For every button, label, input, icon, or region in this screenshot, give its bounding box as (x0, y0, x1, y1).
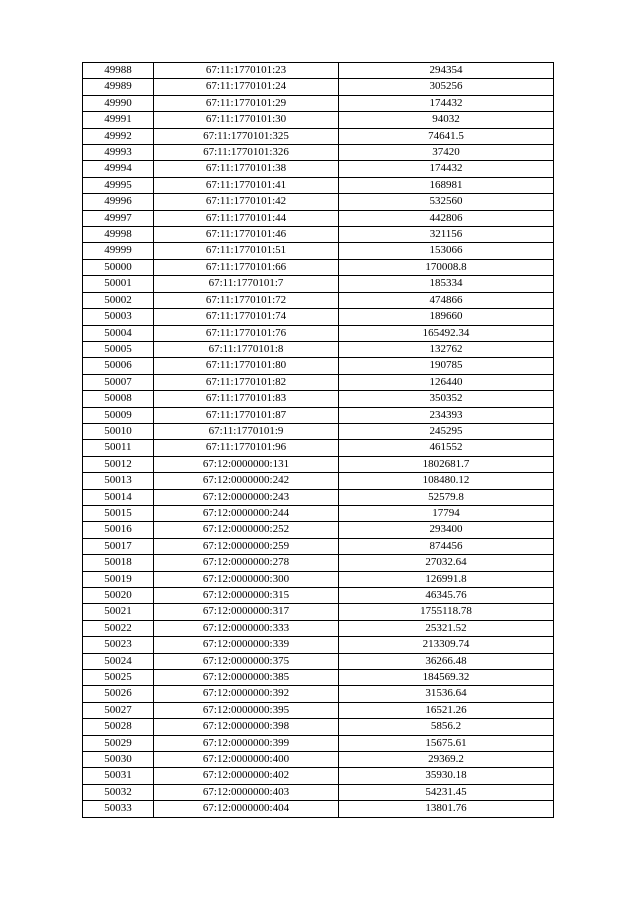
cadastral-number-cell: 67:12:0000000:131 (154, 456, 339, 472)
cadastral-number-cell: 67:12:0000000:243 (154, 489, 339, 505)
cadastral-number-cell: 67:11:1770101:87 (154, 407, 339, 423)
cadastral-number-cell: 67:11:1770101:325 (154, 128, 339, 144)
value-cell: 190785 (339, 358, 554, 374)
cadastral-number-cell: 67:12:0000000:404 (154, 801, 339, 817)
value-cell: 461552 (339, 440, 554, 456)
table-row (83, 620, 554, 636)
table-row (83, 194, 554, 210)
value-cell: 126991.8 (339, 571, 554, 587)
table-row (83, 768, 554, 784)
table-row (83, 145, 554, 161)
table-row (83, 702, 554, 718)
cadastral-number-cell: 67:11:1770101:44 (154, 210, 339, 226)
cadastral-number-cell: 67:12:0000000:392 (154, 686, 339, 702)
cadastral-number-cell: 67:11:1770101:51 (154, 243, 339, 259)
value-cell: 94032 (339, 112, 554, 128)
row-number-cell: 50018 (83, 555, 154, 571)
cadastral-number-cell: 67:11:1770101:80 (154, 358, 339, 374)
value-cell: 350352 (339, 391, 554, 407)
value-cell: 126440 (339, 374, 554, 390)
row-number-cell: 50009 (83, 407, 154, 423)
table-row (83, 95, 554, 111)
table-row (83, 259, 554, 275)
row-number-cell: 50030 (83, 752, 154, 768)
value-cell: 36266.48 (339, 653, 554, 669)
cadastral-number-cell: 67:12:0000000:398 (154, 719, 339, 735)
cadastral-number-cell: 67:11:1770101:82 (154, 374, 339, 390)
value-cell: 213309.74 (339, 637, 554, 653)
row-number-cell: 50032 (83, 784, 154, 800)
table-row (83, 128, 554, 144)
value-cell: 17794 (339, 505, 554, 521)
table-row (83, 391, 554, 407)
row-number-cell: 49988 (83, 63, 154, 79)
value-cell: 52579.8 (339, 489, 554, 505)
value-cell: 170008.8 (339, 259, 554, 275)
row-number-cell: 49992 (83, 128, 154, 144)
row-number-cell: 49999 (83, 243, 154, 259)
data-table (82, 62, 554, 818)
table-row (83, 784, 554, 800)
cadastral-number-cell: 67:12:0000000:400 (154, 752, 339, 768)
cadastral-number-cell: 67:12:0000000:244 (154, 505, 339, 521)
cadastral-number-cell: 67:11:1770101:66 (154, 259, 339, 275)
cadastral-number-cell: 67:12:0000000:402 (154, 768, 339, 784)
value-cell: 184569.32 (339, 670, 554, 686)
table-row (83, 801, 554, 817)
cadastral-number-cell: 67:11:1770101:74 (154, 309, 339, 325)
cadastral-number-cell: 67:12:0000000:242 (154, 473, 339, 489)
value-cell: 174432 (339, 161, 554, 177)
row-number-cell: 50001 (83, 276, 154, 292)
table-row (83, 571, 554, 587)
cadastral-number-cell: 67:12:0000000:317 (154, 604, 339, 620)
row-number-cell: 50021 (83, 604, 154, 620)
table-row (83, 341, 554, 357)
row-number-cell: 50008 (83, 391, 154, 407)
cadastral-number-cell: 67:11:1770101:24 (154, 79, 339, 95)
value-cell: 16521.26 (339, 702, 554, 718)
value-cell: 108480.12 (339, 473, 554, 489)
value-cell: 532560 (339, 194, 554, 210)
cadastral-number-cell: 67:11:1770101:23 (154, 63, 339, 79)
value-cell: 294354 (339, 63, 554, 79)
table-row (83, 358, 554, 374)
cadastral-number-cell: 67:11:1770101:96 (154, 440, 339, 456)
cadastral-number-cell: 67:11:1770101:42 (154, 194, 339, 210)
value-cell: 245295 (339, 423, 554, 439)
value-cell: 29369.2 (339, 752, 554, 768)
value-cell: 442806 (339, 210, 554, 226)
value-cell: 174432 (339, 95, 554, 111)
row-number-cell: 49989 (83, 79, 154, 95)
value-cell: 5856.2 (339, 719, 554, 735)
table-row (83, 637, 554, 653)
table-row (83, 227, 554, 243)
value-cell: 31536.64 (339, 686, 554, 702)
cadastral-number-cell: 67:11:1770101:8 (154, 341, 339, 357)
value-cell: 321156 (339, 227, 554, 243)
row-number-cell: 50007 (83, 374, 154, 390)
row-number-cell: 50023 (83, 637, 154, 653)
cadastral-number-cell: 67:12:0000000:375 (154, 653, 339, 669)
cadastral-number-cell: 67:12:0000000:300 (154, 571, 339, 587)
table-row (83, 292, 554, 308)
table-row (83, 374, 554, 390)
row-number-cell: 50020 (83, 588, 154, 604)
table-row (83, 276, 554, 292)
table-row (83, 538, 554, 554)
table-row (83, 79, 554, 95)
table-row (83, 112, 554, 128)
cadastral-number-cell: 67:11:1770101:7 (154, 276, 339, 292)
table-row (83, 653, 554, 669)
table-row (83, 243, 554, 259)
table-row (83, 489, 554, 505)
value-cell: 874456 (339, 538, 554, 554)
table-row (83, 325, 554, 341)
row-number-cell: 49993 (83, 145, 154, 161)
row-number-cell: 50028 (83, 719, 154, 735)
value-cell: 305256 (339, 79, 554, 95)
value-cell: 293400 (339, 522, 554, 538)
cadastral-number-cell: 67:12:0000000:399 (154, 735, 339, 751)
table-row (83, 456, 554, 472)
cadastral-number-cell: 67:12:0000000:259 (154, 538, 339, 554)
cadastral-number-cell: 67:12:0000000:395 (154, 702, 339, 718)
table-row (83, 423, 554, 439)
table-row (83, 210, 554, 226)
table-row (83, 440, 554, 456)
cadastral-number-cell: 67:12:0000000:403 (154, 784, 339, 800)
row-number-cell: 50002 (83, 292, 154, 308)
value-cell: 25321.52 (339, 620, 554, 636)
cadastral-number-cell: 67:11:1770101:38 (154, 161, 339, 177)
cadastral-number-cell: 67:11:1770101:46 (154, 227, 339, 243)
row-number-cell: 50031 (83, 768, 154, 784)
row-number-cell: 50024 (83, 653, 154, 669)
row-number-cell: 50033 (83, 801, 154, 817)
cadastral-number-cell: 67:11:1770101:9 (154, 423, 339, 439)
row-number-cell: 50000 (83, 259, 154, 275)
value-cell: 35930.18 (339, 768, 554, 784)
row-number-cell: 50010 (83, 423, 154, 439)
cadastral-number-cell: 67:12:0000000:252 (154, 522, 339, 538)
value-cell: 474866 (339, 292, 554, 308)
value-cell: 54231.45 (339, 784, 554, 800)
row-number-cell: 50029 (83, 735, 154, 751)
value-cell: 1802681.7 (339, 456, 554, 472)
table-row (83, 752, 554, 768)
value-cell: 1755118.78 (339, 604, 554, 620)
row-number-cell: 50003 (83, 309, 154, 325)
table-row (83, 588, 554, 604)
table-row (83, 161, 554, 177)
value-cell: 46345.76 (339, 588, 554, 604)
row-number-cell: 50005 (83, 341, 154, 357)
table-row (83, 407, 554, 423)
value-cell: 185334 (339, 276, 554, 292)
cadastral-number-cell: 67:11:1770101:76 (154, 325, 339, 341)
cadastral-number-cell: 67:11:1770101:326 (154, 145, 339, 161)
cadastral-number-cell: 67:12:0000000:333 (154, 620, 339, 636)
value-cell: 13801.76 (339, 801, 554, 817)
table-row (83, 670, 554, 686)
row-number-cell: 49991 (83, 112, 154, 128)
value-cell: 37420 (339, 145, 554, 161)
value-cell: 153066 (339, 243, 554, 259)
value-cell: 74641.5 (339, 128, 554, 144)
row-number-cell: 49996 (83, 194, 154, 210)
table-row (83, 309, 554, 325)
value-cell: 189660 (339, 309, 554, 325)
row-number-cell: 50013 (83, 473, 154, 489)
row-number-cell: 50012 (83, 456, 154, 472)
table-row (83, 473, 554, 489)
value-cell: 234393 (339, 407, 554, 423)
table-row (83, 604, 554, 620)
row-number-cell: 50025 (83, 670, 154, 686)
cadastral-number-cell: 67:11:1770101:30 (154, 112, 339, 128)
row-number-cell: 50017 (83, 538, 154, 554)
cadastral-number-cell: 67:12:0000000:278 (154, 555, 339, 571)
table-row (83, 735, 554, 751)
cadastral-number-cell: 67:12:0000000:339 (154, 637, 339, 653)
cadastral-number-cell: 67:11:1770101:72 (154, 292, 339, 308)
row-number-cell: 49994 (83, 161, 154, 177)
row-number-cell: 50022 (83, 620, 154, 636)
row-number-cell: 50019 (83, 571, 154, 587)
table-row (83, 686, 554, 702)
cadastral-number-cell: 67:11:1770101:83 (154, 391, 339, 407)
cadastral-number-cell: 67:12:0000000:385 (154, 670, 339, 686)
value-cell: 132762 (339, 341, 554, 357)
table-row (83, 177, 554, 193)
row-number-cell: 49998 (83, 227, 154, 243)
table-row (83, 522, 554, 538)
row-number-cell: 50026 (83, 686, 154, 702)
table-row (83, 505, 554, 521)
cadastral-number-cell: 67:11:1770101:41 (154, 177, 339, 193)
table-row (83, 63, 554, 79)
row-number-cell: 50015 (83, 505, 154, 521)
row-number-cell: 50006 (83, 358, 154, 374)
table-row (83, 719, 554, 735)
table-body (83, 63, 554, 818)
row-number-cell: 50004 (83, 325, 154, 341)
value-cell: 165492.34 (339, 325, 554, 341)
table-row (83, 555, 554, 571)
row-number-cell: 49995 (83, 177, 154, 193)
value-cell: 27032.64 (339, 555, 554, 571)
value-cell: 15675.61 (339, 735, 554, 751)
row-number-cell: 50014 (83, 489, 154, 505)
row-number-cell: 50016 (83, 522, 154, 538)
cadastral-number-cell: 67:12:0000000:315 (154, 588, 339, 604)
row-number-cell: 50027 (83, 702, 154, 718)
value-cell: 168981 (339, 177, 554, 193)
row-number-cell: 49997 (83, 210, 154, 226)
row-number-cell: 50011 (83, 440, 154, 456)
cadastral-number-cell: 67:11:1770101:29 (154, 95, 339, 111)
row-number-cell: 49990 (83, 95, 154, 111)
